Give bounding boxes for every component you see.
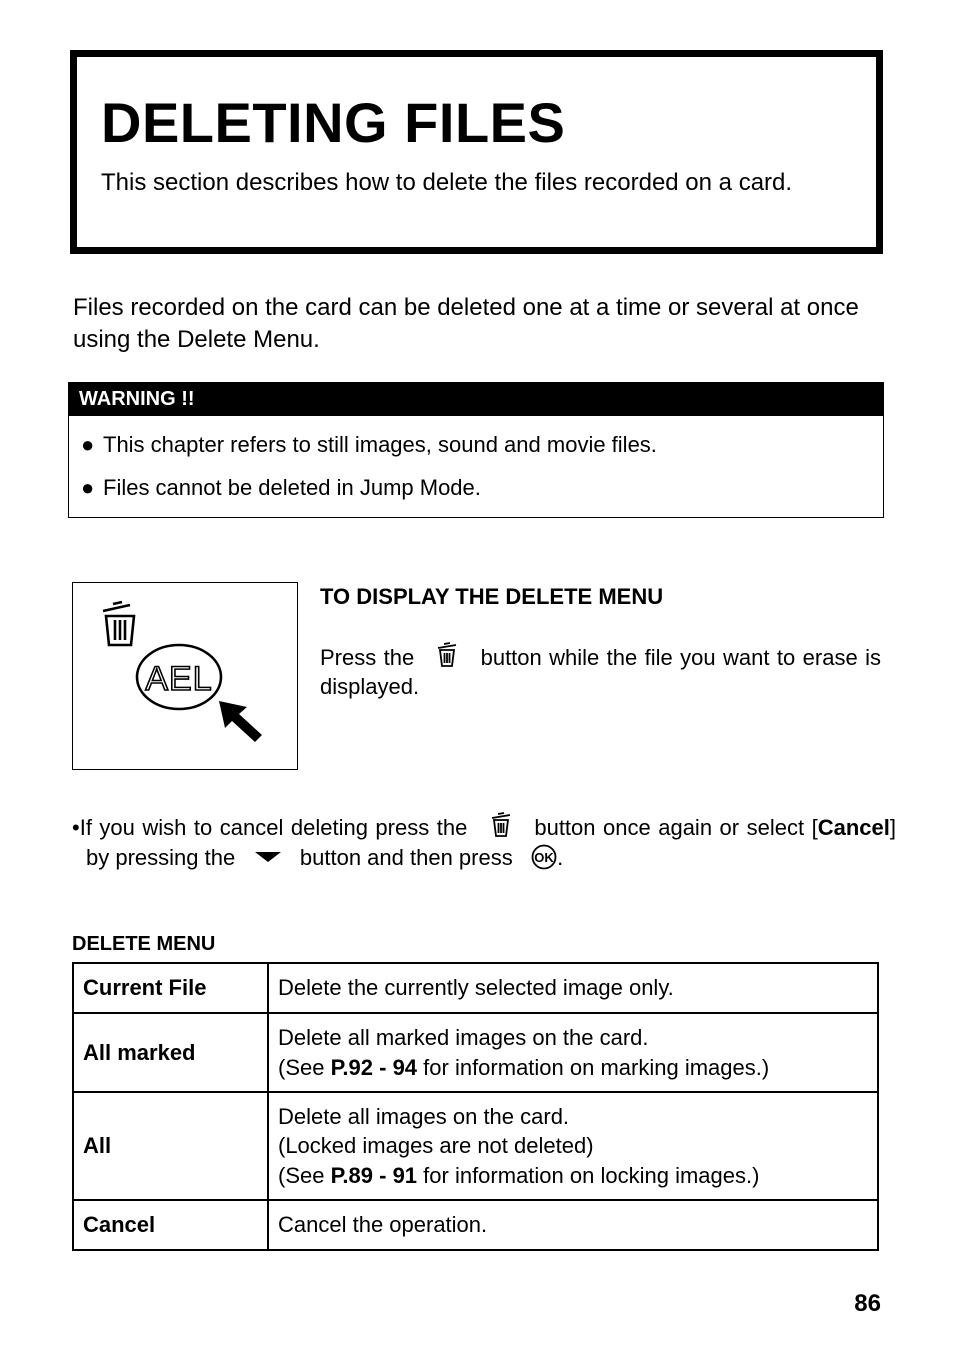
trash-icon [103, 602, 134, 645]
cancel-word: Cancel [817, 815, 890, 840]
page-reference: P.89 - 91 [330, 1162, 418, 1188]
menu-option-name: Cancel [73, 1200, 268, 1250]
bullet-icon: ● [81, 475, 95, 500]
section-title-box [70, 50, 883, 254]
ok-button-icon [531, 844, 557, 870]
warning-item: ● This chapter refers to still images, sound and movie files. [81, 432, 657, 457]
menu-option-description: Delete all marked images on the card. (See P.92 - 94 for information on marking images.) [268, 1013, 878, 1092]
camera-button-illustration [73, 583, 296, 768]
page-title: DELETING FILES [101, 91, 566, 154]
bullet-icon: • [72, 815, 80, 840]
table-row [73, 963, 878, 1013]
menu-option-description: Cancel the operation. [268, 1200, 878, 1250]
page-reference: P.92 - 94 [330, 1054, 418, 1080]
menu-option-name: All marked [73, 1013, 268, 1092]
trash-icon [490, 812, 512, 838]
menu-option-name: All [73, 1092, 268, 1200]
down-arrow-icon [254, 850, 282, 864]
warning-heading: WARNING !! [69, 383, 883, 416]
delete-menu-caption: DELETE MENU [72, 933, 216, 955]
table-row [73, 1013, 878, 1092]
intro-paragraph: Files recorded on the card can be deleted one at a time or several at once using the Delete Menu. [73, 294, 859, 353]
delete-button-figure [72, 582, 298, 770]
warning-box [68, 382, 884, 518]
warning-item: ● Files cannot be deleted in Jump Mode. [81, 475, 481, 500]
ok-button-label: OK [534, 850, 554, 865]
cancel-note: •If you wish to cancel deleting press the button once again or select [Cancel] by pressing the button and then press OK . [72, 812, 896, 873]
display-menu-instructions: Press the button while the file you want to erase is displayed. [320, 642, 881, 701]
page-number: 86 [854, 1290, 881, 1317]
section-description: This section describes how to delete the files recorded on a card. [101, 169, 793, 196]
delete-menu-table [72, 962, 879, 1251]
menu-option-name: Current File [73, 963, 268, 1013]
display-menu-heading: TO DISPLAY THE DELETE MENU [320, 584, 664, 609]
ael-button-label: AEL [145, 660, 213, 698]
pointer-arrow-icon [219, 701, 262, 742]
table-row [73, 1200, 878, 1250]
table-row [73, 1092, 878, 1200]
trash-icon [436, 642, 458, 668]
menu-option-description: Delete the currently selected image only. [268, 963, 878, 1013]
bullet-icon: ● [81, 432, 95, 457]
menu-option-description: Delete all images on the card. (Locked images are not deleted) (See P.89 - 91 for information on locking images.) [268, 1092, 878, 1200]
